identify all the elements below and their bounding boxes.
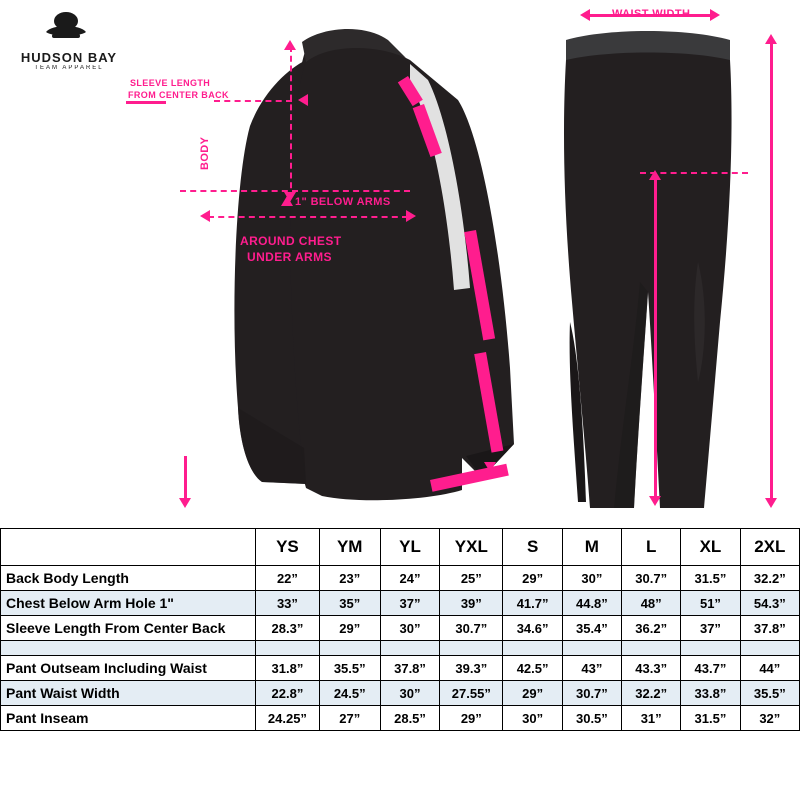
shoulder-dashed-line xyxy=(214,100,292,102)
cell-sleeve-yl: 30” xyxy=(380,616,439,641)
table-row xyxy=(1,681,800,706)
size-header-ys: YS xyxy=(256,529,319,566)
cell-back-body-length-xl: 31.5” xyxy=(681,566,740,591)
waist-width-arrow-left xyxy=(580,9,590,21)
brand-tagline: TEAM APPAREL xyxy=(34,65,104,71)
outseam-arrow-up xyxy=(765,34,777,44)
cell-inseam-m: 30.5” xyxy=(562,706,621,731)
below-arms-label: 1" BELOW ARMS xyxy=(295,196,391,208)
cell-inseam-yxl: 29” xyxy=(440,706,503,731)
row-label-back-body-length: Back Body Length xyxy=(1,566,256,591)
cell-sleeve-ym: 29” xyxy=(319,616,380,641)
brand-name: HUDSON BAY xyxy=(20,50,118,65)
cell-inseam-yl: 28.5” xyxy=(380,706,439,731)
size-header-2xl: 2XL xyxy=(740,529,799,566)
cell-back-body-length-ym: 23” xyxy=(319,566,380,591)
outseam-line xyxy=(770,42,773,502)
spacer-cell xyxy=(380,641,439,656)
cell-waist-m: 30.7” xyxy=(562,681,621,706)
spacer-cell xyxy=(740,641,799,656)
cell-chest-ym: 35” xyxy=(319,591,380,616)
shoulder-arrow-left xyxy=(298,94,308,106)
row-label-pant-outseam: Pant Outseam Including Waist xyxy=(1,656,256,681)
size-header-xl: XL xyxy=(681,529,740,566)
chest-arrow-right xyxy=(406,210,416,222)
outseam-arrow-down xyxy=(765,498,777,508)
cell-outseam-xl: 43.7” xyxy=(681,656,740,681)
spacer-cell xyxy=(622,641,681,656)
row-label-pant-inseam: Pant Inseam xyxy=(1,706,256,731)
cell-outseam-l: 43.3” xyxy=(622,656,681,681)
body-length-dashed-line xyxy=(290,46,292,198)
cell-outseam-s: 42.5” xyxy=(503,656,562,681)
cell-sleeve-yxl: 30.7” xyxy=(440,616,503,641)
cell-chest-2xl: 54.3” xyxy=(740,591,799,616)
cell-waist-ym: 24.5” xyxy=(319,681,380,706)
size-header-l: L xyxy=(622,529,681,566)
sleeve-length-sublabel: FROM CENTER BACK xyxy=(128,90,229,100)
cell-outseam-2xl: 44” xyxy=(740,656,799,681)
cell-chest-ys: 33” xyxy=(256,591,319,616)
cell-chest-s: 41.7” xyxy=(503,591,562,616)
spacer-cell xyxy=(681,641,740,656)
cell-outseam-m: 43” xyxy=(562,656,621,681)
size-chart-table xyxy=(0,528,800,731)
body-length-arrow-up xyxy=(284,40,296,50)
table-row xyxy=(1,566,800,591)
cell-waist-s: 29” xyxy=(503,681,562,706)
cell-back-body-length-yxl: 25” xyxy=(440,566,503,591)
size-header-ym: YM xyxy=(319,529,380,566)
cell-inseam-s: 30” xyxy=(503,706,562,731)
cell-inseam-2xl: 32” xyxy=(740,706,799,731)
cell-sleeve-2xl: 37.8” xyxy=(740,616,799,641)
cell-chest-xl: 51” xyxy=(681,591,740,616)
cell-back-body-length-s: 29” xyxy=(503,566,562,591)
sleeve-length-label: SLEEVE LENGTH xyxy=(130,78,211,88)
cell-inseam-ys: 24.25” xyxy=(256,706,319,731)
cell-back-body-length-l: 30.7” xyxy=(622,566,681,591)
cell-outseam-yxl: 39.3” xyxy=(440,656,503,681)
spacer-cell xyxy=(319,641,380,656)
body-bottom-tick xyxy=(184,456,187,502)
cell-chest-m: 44.8” xyxy=(562,591,621,616)
row-label-chest-below-arm-hole: Chest Below Arm Hole 1" xyxy=(1,591,256,616)
row-label-pant-waist-width: Pant Waist Width xyxy=(1,681,256,706)
table-row xyxy=(1,656,800,681)
cell-waist-2xl: 35.5” xyxy=(740,681,799,706)
cell-back-body-length-m: 30” xyxy=(562,566,621,591)
size-header-yxl: YXL xyxy=(440,529,503,566)
below-arms-arrow-up xyxy=(281,196,293,206)
table-header xyxy=(1,529,800,566)
cell-chest-yxl: 39” xyxy=(440,591,503,616)
sleeve-arrow-down xyxy=(484,462,496,472)
spacer-cell xyxy=(256,641,319,656)
hat-logo-icon xyxy=(42,10,90,44)
measurement-column-header xyxy=(1,529,256,566)
chest-dashed-line xyxy=(208,216,408,218)
size-header-yl: YL xyxy=(380,529,439,566)
cell-waist-ys: 22.8” xyxy=(256,681,319,706)
spacer-cell xyxy=(1,641,256,656)
cell-waist-xl: 33.8” xyxy=(681,681,740,706)
cell-waist-yl: 30” xyxy=(380,681,439,706)
size-header-s: S xyxy=(503,529,562,566)
inseam-arrow-up xyxy=(649,170,661,180)
cell-inseam-l: 31” xyxy=(622,706,681,731)
cell-inseam-xl: 31.5” xyxy=(681,706,740,731)
brand-logo xyxy=(14,10,124,78)
cell-back-body-length-yl: 24” xyxy=(380,566,439,591)
cell-outseam-yl: 37.8” xyxy=(380,656,439,681)
cell-outseam-ym: 35.5” xyxy=(319,656,380,681)
table-row xyxy=(1,616,800,641)
size-header-m: M xyxy=(562,529,621,566)
around-chest-label: AROUND CHEST xyxy=(240,234,342,248)
inseam-arrow-down xyxy=(649,496,661,506)
cell-back-body-length-2xl: 32.2” xyxy=(740,566,799,591)
cell-back-body-length-ys: 22” xyxy=(256,566,319,591)
row-label-sleeve-length: Sleeve Length From Center Back xyxy=(1,616,256,641)
cell-sleeve-s: 34.6” xyxy=(503,616,562,641)
waist-width-label: WAIST WIDTH xyxy=(612,8,691,20)
body-label: BODY xyxy=(199,136,211,170)
below-arms-dashed-line xyxy=(180,190,410,192)
table-header-row xyxy=(1,529,800,566)
waist-width-arrow-right xyxy=(710,9,720,21)
spacer-cell xyxy=(440,641,503,656)
cell-sleeve-ys: 28.3” xyxy=(256,616,319,641)
chest-arrow-left xyxy=(200,210,210,222)
table-row xyxy=(1,591,800,616)
cell-sleeve-l: 36.2” xyxy=(622,616,681,641)
inseam-line xyxy=(654,178,657,500)
cell-waist-l: 32.2” xyxy=(622,681,681,706)
sleeve-underline xyxy=(126,101,166,104)
cell-waist-yxl: 27.55” xyxy=(440,681,503,706)
cell-outseam-ys: 31.8” xyxy=(256,656,319,681)
cell-chest-l: 48” xyxy=(622,591,681,616)
cell-inseam-ym: 27” xyxy=(319,706,380,731)
cell-chest-yl: 37” xyxy=(380,591,439,616)
cell-sleeve-m: 35.4” xyxy=(562,616,621,641)
table-row xyxy=(1,706,800,731)
pants-illustration xyxy=(548,22,748,522)
body-bottom-arrow xyxy=(179,498,191,508)
spacer-cell xyxy=(562,641,621,656)
cell-sleeve-xl: 37” xyxy=(681,616,740,641)
spacer-cell xyxy=(503,641,562,656)
under-arms-label: UNDER ARMS xyxy=(247,250,332,264)
table-spacer-row xyxy=(1,641,800,656)
table-body xyxy=(1,566,800,731)
